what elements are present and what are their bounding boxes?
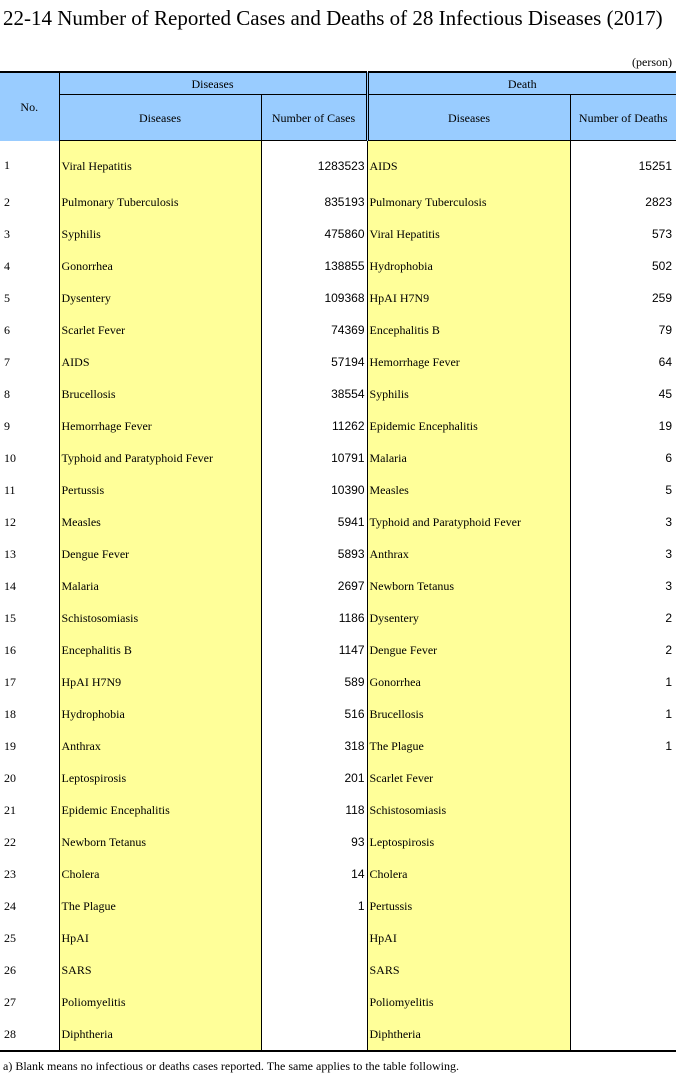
case-disease-cell: Dengue Fever (59, 538, 261, 570)
header-group-cases: Diseases (59, 72, 367, 95)
cases-cell: 1283523 (261, 141, 367, 187)
case-disease-cell: Poliomyelitis (59, 986, 261, 1018)
deaths-cell (570, 922, 676, 954)
row-number: 20 (0, 762, 59, 794)
row-number: 10 (0, 442, 59, 474)
deaths-cell: 573 (570, 218, 676, 250)
case-disease-cell: HpAI (59, 922, 261, 954)
cases-cell: 201 (261, 762, 367, 794)
cases-cell: 475860 (261, 218, 367, 250)
row-number: 7 (0, 346, 59, 378)
deaths-cell (570, 858, 676, 890)
cases-cell: 10791 (261, 442, 367, 474)
cases-cell: 57194 (261, 346, 367, 378)
case-disease-cell: Pulmonary Tuberculosis (59, 186, 261, 218)
row-number: 3 (0, 218, 59, 250)
row-number: 26 (0, 954, 59, 986)
row-number: 21 (0, 794, 59, 826)
row-number: 4 (0, 250, 59, 282)
deaths-cell: 19 (570, 410, 676, 442)
cases-cell: 1 (261, 890, 367, 922)
row-number: 18 (0, 698, 59, 730)
cases-cell: 516 (261, 698, 367, 730)
cases-cell: 835193 (261, 186, 367, 218)
cases-cell: 5941 (261, 506, 367, 538)
death-disease-cell: Leptospirosis (367, 826, 570, 858)
deaths-cell: 3 (570, 570, 676, 602)
row-number: 23 (0, 858, 59, 890)
cases-cell: 118 (261, 794, 367, 826)
case-disease-cell: Syphilis (59, 218, 261, 250)
table-row (0, 762, 676, 794)
row-number: 17 (0, 666, 59, 698)
header-row-group (0, 72, 676, 95)
case-disease-cell: The Plague (59, 890, 261, 922)
case-disease-cell: Diphtheria (59, 1018, 261, 1051)
cases-cell: 11262 (261, 410, 367, 442)
case-disease-cell: SARS (59, 954, 261, 986)
cases-cell: 318 (261, 730, 367, 762)
table-row (0, 986, 676, 1018)
cases-cell: 93 (261, 826, 367, 858)
table-row (0, 346, 676, 378)
deaths-cell: 5 (570, 474, 676, 506)
case-disease-cell: Hydrophobia (59, 698, 261, 730)
header-case-diseases: Diseases (59, 95, 261, 141)
infectious-diseases-table (0, 71, 676, 1052)
page-title: 22-14 Number of Reported Cases and Deaths of 28 Infectious Diseases (2017) (3, 6, 663, 30)
death-disease-cell: Poliomyelitis (367, 986, 570, 1018)
deaths-cell: 3 (570, 538, 676, 570)
cases-cell (261, 1018, 367, 1051)
row-number: 6 (0, 314, 59, 346)
row-number: 15 (0, 602, 59, 634)
cases-cell: 5893 (261, 538, 367, 570)
death-disease-cell: Cholera (367, 858, 570, 890)
deaths-cell: 3 (570, 506, 676, 538)
deaths-cell: 64 (570, 346, 676, 378)
death-disease-cell: Syphilis (367, 378, 570, 410)
deaths-cell: 1 (570, 730, 676, 762)
death-disease-cell: Anthrax (367, 538, 570, 570)
table-row (0, 698, 676, 730)
header-deaths-line1: Number (578, 110, 619, 125)
cases-cell: 2697 (261, 570, 367, 602)
case-disease-cell: Scarlet Fever (59, 314, 261, 346)
header-cases-line1: Number (271, 110, 312, 125)
death-disease-cell: AIDS (367, 141, 570, 187)
deaths-cell (570, 762, 676, 794)
cases-cell (261, 954, 367, 986)
row-number: 22 (0, 826, 59, 858)
cases-cell: 10390 (261, 474, 367, 506)
deaths-cell (570, 826, 676, 858)
header-deaths-line2: of Deaths (621, 110, 668, 125)
row-number: 25 (0, 922, 59, 954)
table-row (0, 922, 676, 954)
case-disease-cell: Typhoid and Paratyphoid Fever (59, 442, 261, 474)
row-number: 27 (0, 986, 59, 1018)
cases-cell: 1147 (261, 634, 367, 666)
case-disease-cell: Schistosomiasis (59, 602, 261, 634)
case-disease-cell: Pertussis (59, 474, 261, 506)
case-disease-cell: Malaria (59, 570, 261, 602)
cases-cell: 109368 (261, 282, 367, 314)
death-disease-cell: The Plague (367, 730, 570, 762)
death-disease-cell: Dengue Fever (367, 634, 570, 666)
cases-cell (261, 986, 367, 1018)
unit-label: (person) (632, 55, 672, 69)
header-death-diseases: Diseases (367, 95, 570, 141)
cases-cell: 589 (261, 666, 367, 698)
death-disease-cell: Hemorrhage Fever (367, 346, 570, 378)
row-number: 11 (0, 474, 59, 506)
deaths-cell (570, 986, 676, 1018)
table-row (0, 474, 676, 506)
table-row (0, 666, 676, 698)
table-row (0, 634, 676, 666)
table-row (0, 730, 676, 762)
case-disease-cell: Dysentery (59, 282, 261, 314)
table-row (0, 314, 676, 346)
death-disease-cell: Pertussis (367, 890, 570, 922)
row-number: 5 (0, 282, 59, 314)
cases-cell: 1186 (261, 602, 367, 634)
header-cases-line2: of Cases (314, 110, 356, 125)
death-disease-cell: Scarlet Fever (367, 762, 570, 794)
deaths-cell (570, 1018, 676, 1051)
deaths-cell: 259 (570, 282, 676, 314)
row-number: 16 (0, 634, 59, 666)
header-number-of-deaths (570, 95, 676, 141)
header-group-deaths: Death (367, 72, 676, 95)
deaths-cell: 2 (570, 602, 676, 634)
deaths-cell: 79 (570, 314, 676, 346)
death-disease-cell: Newborn Tetanus (367, 570, 570, 602)
table-row (0, 826, 676, 858)
death-disease-cell: Encephalitis B (367, 314, 570, 346)
row-number: 28 (0, 1018, 59, 1051)
table-row (0, 954, 676, 986)
row-number: 19 (0, 730, 59, 762)
deaths-cell: 1 (570, 698, 676, 730)
death-disease-cell: SARS (367, 954, 570, 986)
table-row (0, 410, 676, 442)
case-disease-cell: AIDS (59, 346, 261, 378)
cases-cell (261, 922, 367, 954)
death-disease-cell: Schistosomiasis (367, 794, 570, 826)
case-disease-cell: Measles (59, 506, 261, 538)
case-disease-cell: Anthrax (59, 730, 261, 762)
deaths-cell: 45 (570, 378, 676, 410)
death-disease-cell: Diphtheria (367, 1018, 570, 1051)
row-number: 13 (0, 538, 59, 570)
case-disease-cell: Gonorrhea (59, 250, 261, 282)
deaths-cell: 2823 (570, 186, 676, 218)
case-disease-cell: Cholera (59, 858, 261, 890)
death-disease-cell: Measles (367, 474, 570, 506)
deaths-cell: 502 (570, 250, 676, 282)
table-row (0, 186, 676, 218)
table-row (0, 570, 676, 602)
header-row-columns (0, 95, 676, 141)
deaths-cell: 15251 (570, 141, 676, 187)
table-row (0, 538, 676, 570)
table-row (0, 1018, 676, 1051)
deaths-cell: 2 (570, 634, 676, 666)
footnote: a) Blank means no infectious or deaths cases reported. The same applies to the table following. (3, 1059, 459, 1073)
death-disease-cell: Viral Hepatitis (367, 218, 570, 250)
cases-cell: 74369 (261, 314, 367, 346)
case-disease-cell: Viral Hepatitis (59, 141, 261, 187)
row-number: 24 (0, 890, 59, 922)
death-disease-cell: Dysentery (367, 602, 570, 634)
death-disease-cell: Pulmonary Tuberculosis (367, 186, 570, 218)
death-disease-cell: Hydrophobia (367, 250, 570, 282)
table-row (0, 506, 676, 538)
table-row (0, 794, 676, 826)
death-disease-cell: Typhoid and Paratyphoid Fever (367, 506, 570, 538)
death-disease-cell: HpAI H7N9 (367, 282, 570, 314)
case-disease-cell: Leptospirosis (59, 762, 261, 794)
table-row (0, 890, 676, 922)
header-no: No. (0, 72, 59, 141)
death-disease-cell: HpAI (367, 922, 570, 954)
table-row (0, 858, 676, 890)
case-disease-cell: Encephalitis B (59, 634, 261, 666)
case-disease-cell: Hemorrhage Fever (59, 410, 261, 442)
deaths-cell: 6 (570, 442, 676, 474)
death-disease-cell: Epidemic Encephalitis (367, 410, 570, 442)
table-row (0, 378, 676, 410)
table-row (0, 141, 676, 187)
deaths-cell (570, 794, 676, 826)
deaths-cell (570, 954, 676, 986)
deaths-cell: 1 (570, 666, 676, 698)
death-disease-cell: Gonorrhea (367, 666, 570, 698)
table-row (0, 218, 676, 250)
table-row (0, 442, 676, 474)
case-disease-cell: Epidemic Encephalitis (59, 794, 261, 826)
death-disease-cell: Brucellosis (367, 698, 570, 730)
row-number: 14 (0, 570, 59, 602)
table-row (0, 282, 676, 314)
cases-cell: 38554 (261, 378, 367, 410)
death-disease-cell: Malaria (367, 442, 570, 474)
case-disease-cell: Newborn Tetanus (59, 826, 261, 858)
table-row (0, 250, 676, 282)
header-number-of-cases (261, 95, 367, 141)
table-body (0, 141, 676, 1052)
cases-cell: 14 (261, 858, 367, 890)
cases-cell: 138855 (261, 250, 367, 282)
row-number: 12 (0, 506, 59, 538)
case-disease-cell: HpAI H7N9 (59, 666, 261, 698)
row-number: 2 (0, 186, 59, 218)
case-disease-cell: Brucellosis (59, 378, 261, 410)
row-number: 8 (0, 378, 59, 410)
row-number: 9 (0, 410, 59, 442)
table-row (0, 602, 676, 634)
row-number: 1 (0, 141, 59, 187)
deaths-cell (570, 890, 676, 922)
